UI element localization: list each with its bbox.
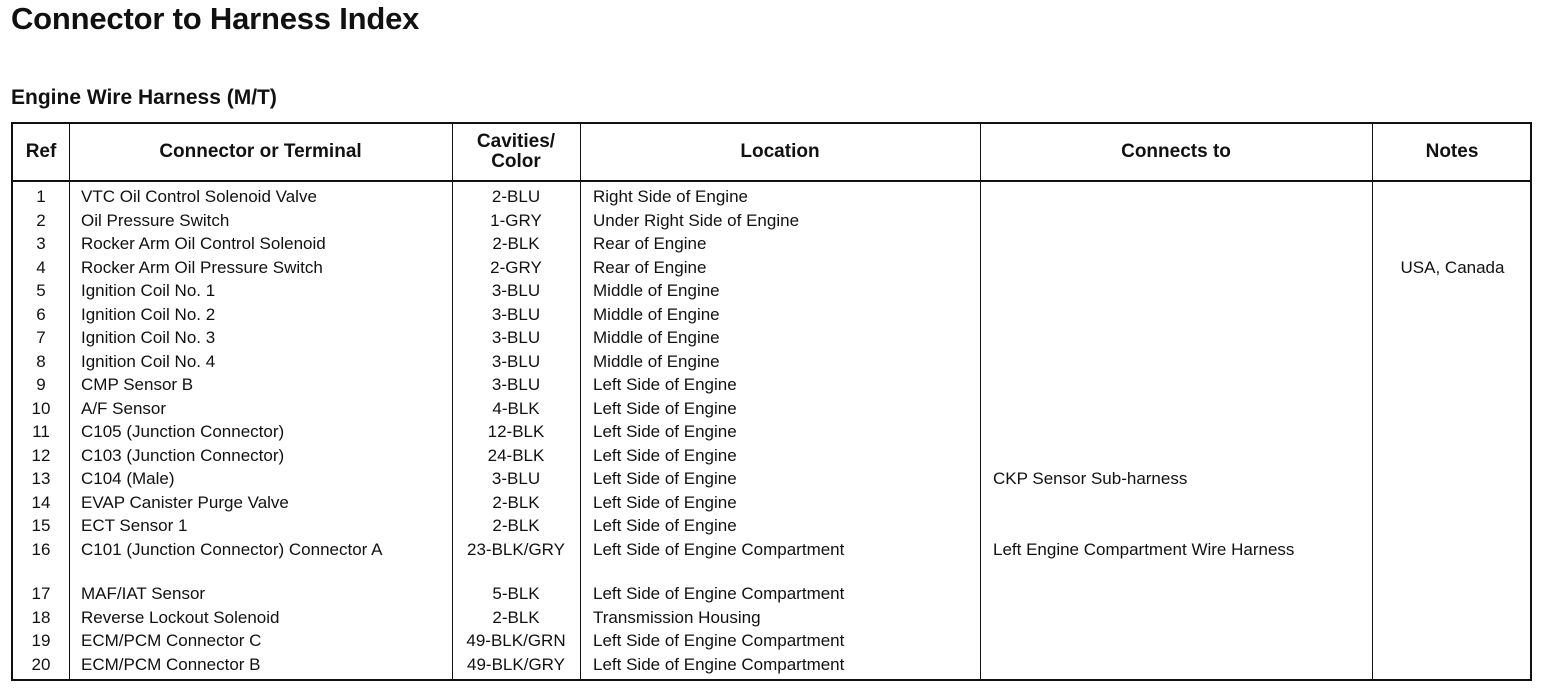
table-row — [13, 209, 1530, 233]
table-row — [13, 582, 1530, 606]
ref-cell: 2 — [36, 210, 46, 230]
ref-cell: 17 — [31, 584, 51, 603]
cavities-cell: 12-BLK — [487, 422, 545, 441]
header-notes — [1372, 124, 1532, 180]
connector-cell: Rocker Arm Oil Control Solenoid — [81, 234, 326, 253]
connector-cell: C105 (Junction Connector) — [81, 422, 285, 441]
location-cell: Rear of Engine — [593, 257, 707, 277]
header-cavities-label-line2: Color — [491, 151, 541, 172]
ref-cell: 11 — [32, 422, 50, 441]
connector-cell: Oil Pressure Switch — [81, 210, 230, 230]
location-cell: Left Side of Engine — [593, 375, 737, 394]
table-row — [13, 303, 1530, 327]
cavities-cell: 23-BLK/GRY — [467, 539, 565, 559]
ref-cell: 15 — [31, 516, 51, 535]
connector-cell: C104 (Male) — [81, 469, 175, 488]
cavities-cell: 2-BLU — [491, 187, 541, 206]
cavities-cell: 1-GRY — [490, 210, 542, 230]
ref-cell: 14 — [31, 492, 51, 512]
header-ref-label: Ref — [25, 141, 57, 162]
connector-cell: A/F Sensor — [81, 398, 167, 418]
table-row — [13, 653, 1530, 677]
ref-cell: 3 — [36, 234, 46, 253]
table-row — [13, 467, 1530, 491]
connects-to-cell: Left Engine Compartment Wire Harness — [993, 539, 1295, 559]
location-cell: Left Side of Engine Compartment — [593, 631, 845, 650]
location-cell: Left Side of Engine — [593, 516, 737, 535]
cavities-cell: 3-BLU — [491, 375, 541, 394]
ref-cell: 19 — [31, 631, 51, 650]
header-cavities — [452, 124, 580, 180]
table-row — [13, 256, 1530, 280]
ref-cell: 1 — [36, 187, 46, 206]
table-row — [13, 629, 1530, 653]
table-row — [13, 491, 1530, 515]
connector-cell: C101 (Junction Connector) Connector A — [81, 539, 383, 559]
ref-cell: 6 — [36, 304, 46, 324]
ref-cell: 13 — [31, 469, 51, 488]
header-connector-label: Connector or Terminal — [159, 141, 362, 162]
cavities-cell: 3-BLU — [491, 328, 541, 347]
cavities-cell: 3-BLU — [491, 469, 541, 488]
header-ref — [13, 124, 69, 180]
location-cell: Middle of Engine — [593, 281, 720, 300]
connector-cell: ECM/PCM Connector C — [81, 631, 262, 650]
connector-cell: VTC Oil Control Solenoid Valve — [81, 187, 317, 206]
table-row — [13, 279, 1530, 303]
location-cell: Left Side of Engine Compartment — [593, 654, 845, 674]
connector-cell: Ignition Coil No. 4 — [81, 351, 216, 371]
cavities-cell: 2-BLK — [492, 492, 540, 512]
connects-to-cell: CKP Sensor Sub-harness — [993, 469, 1188, 488]
location-cell: Left Side of Engine — [593, 492, 737, 512]
cavities-cell: 49-BLK/GRN — [466, 631, 566, 650]
header-connects-to — [980, 124, 1372, 180]
connector-cell: Reverse Lockout Solenoid — [81, 607, 280, 627]
header-notes-label: Notes — [1425, 141, 1479, 162]
page-title: Connector to Harness Index — [11, 1, 420, 36]
location-cell: Middle of Engine — [593, 351, 720, 371]
location-cell: Left Side of Engine — [593, 469, 737, 488]
cavities-cell: 3-BLU — [491, 281, 541, 300]
cavities-cell: 3-BLU — [491, 304, 541, 324]
connector-cell: MAF/IAT Sensor — [81, 584, 206, 603]
table-row — [13, 514, 1530, 538]
location-cell: Under Right Side of Engine — [593, 210, 800, 230]
connector-cell: ECM/PCM Connector B — [81, 654, 261, 674]
table-row — [13, 350, 1530, 374]
cavities-cell: 24-BLK — [487, 445, 545, 465]
connector-cell: Ignition Coil No. 2 — [81, 304, 216, 324]
cavities-cell: 5-BLK — [492, 584, 540, 603]
cavities-cell: 4-BLK — [492, 398, 540, 418]
ref-cell: 9 — [36, 375, 46, 394]
connector-cell: Rocker Arm Oil Pressure Switch — [81, 257, 323, 277]
section-title: Engine Wire Harness (M/T) — [11, 86, 277, 109]
ref-cell: 18 — [31, 607, 51, 627]
ref-cell: 7 — [36, 328, 46, 347]
cavities-cell: 2-GRY — [490, 257, 542, 277]
ref-cell: 5 — [36, 281, 46, 300]
ref-cell: 8 — [36, 351, 46, 371]
table-row — [13, 185, 1530, 209]
header-connects-to-label: Connects to — [1121, 141, 1231, 162]
ref-cell: 10 — [31, 398, 51, 418]
table-row — [13, 444, 1530, 468]
table-row — [13, 420, 1530, 444]
table-row — [13, 326, 1530, 350]
table-row — [13, 397, 1530, 421]
location-cell: Left Side of Engine — [593, 422, 737, 441]
location-cell: Middle of Engine — [593, 328, 720, 347]
table-row — [13, 606, 1530, 630]
table-row — [13, 373, 1530, 397]
ref-cell: 12 — [31, 445, 51, 465]
ref-cell: 20 — [31, 654, 51, 674]
ref-cell: 16 — [31, 539, 51, 559]
connector-cell: EVAP Canister Purge Valve — [81, 492, 289, 512]
location-cell: Right Side of Engine — [593, 187, 748, 206]
cavities-cell: 2-BLK — [492, 234, 540, 253]
connector-cell: Ignition Coil No. 3 — [81, 328, 216, 347]
cavities-cell: 2-BLK — [492, 516, 540, 535]
location-cell: Rear of Engine — [593, 234, 707, 253]
header-connector — [69, 124, 452, 180]
location-cell: Middle of Engine — [593, 304, 720, 324]
cavities-cell: 2-BLK — [492, 607, 540, 627]
header-location — [580, 124, 980, 180]
connector-cell: C103 (Junction Connector) — [81, 445, 285, 465]
location-cell: Left Side of Engine — [593, 445, 737, 465]
connector-cell: ECT Sensor 1 — [81, 516, 188, 535]
location-cell: Transmission Housing — [593, 607, 761, 627]
cavities-cell: 3-BLU — [491, 351, 541, 371]
table-row — [13, 538, 1530, 562]
header-cavities-label-line1: Cavities/ — [476, 131, 556, 152]
connector-index-table — [11, 122, 1532, 681]
location-cell: Left Side of Engine Compartment — [593, 539, 845, 559]
notes-cell: USA, Canada — [1400, 257, 1505, 277]
location-cell: Left Side of Engine Compartment — [593, 584, 845, 603]
header-location-label: Location — [740, 141, 820, 162]
header-divider — [13, 180, 1530, 182]
ref-cell: 4 — [36, 257, 46, 277]
location-cell: Left Side of Engine — [593, 398, 737, 418]
cavities-cell: 49-BLK/GRY — [467, 654, 565, 674]
connector-cell: Ignition Coil No. 1 — [81, 281, 216, 300]
connector-cell: CMP Sensor B — [81, 375, 194, 394]
table-row — [13, 232, 1530, 256]
